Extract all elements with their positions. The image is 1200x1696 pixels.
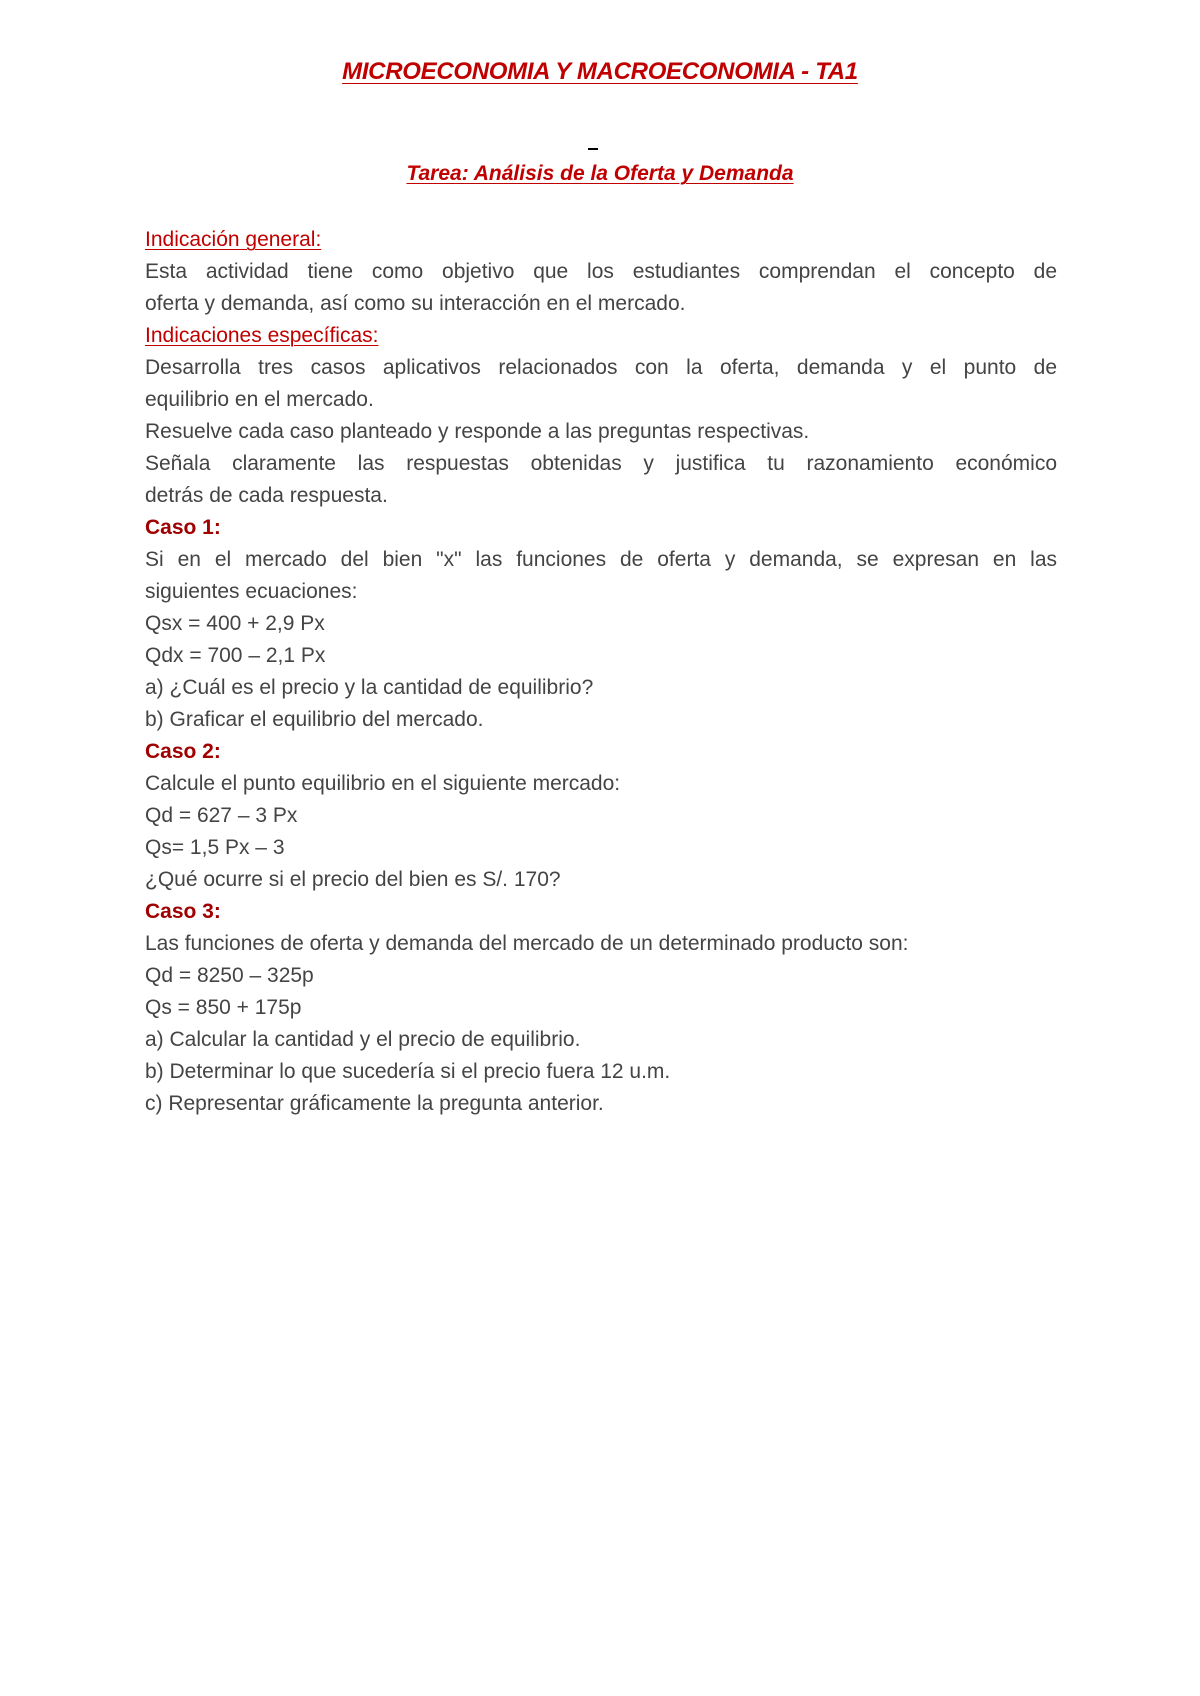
paragraph-line: siguientes ecuaciones: <box>145 580 358 603</box>
paragraph-line: detrás de cada respuesta. <box>145 484 388 507</box>
equation-line: Qd = 627 – 3 Px <box>145 804 298 827</box>
indicaciones-especificas-heading: Indicaciones específicas: <box>145 324 379 347</box>
equation-line: Qs = 850 + 175p <box>145 996 302 1019</box>
question-line: b) Graficar el equilibrio del mercado. <box>145 708 484 731</box>
equation-line: Qsx = 400 + 2,9 Px <box>145 612 325 635</box>
caso-3-heading: Caso 3: <box>145 900 221 923</box>
question-line: b) Determinar lo que sucedería si el precio fuera 12 u.m. <box>145 1060 671 1083</box>
caso-2-heading: Caso 2: <box>145 740 221 763</box>
paragraph-line: Señala claramente las respuestas obtenidas y justifica tu razonamiento económico <box>145 452 1057 475</box>
paragraph-line: oferta y demanda, así como su interacción en el mercado. <box>145 292 686 315</box>
paragraph-line: Resuelve cada caso planteado y responde a las preguntas respectivas. <box>145 420 810 443</box>
paragraph-line: Desarrolla tres casos aplicativos relacionados con la oferta, demanda y el punto de <box>145 356 1057 379</box>
indicacion-general-heading: Indicación general: <box>145 228 322 251</box>
equation-line: Qdx = 700 – 2,1 Px <box>145 644 326 667</box>
question-line: a) Calcular la cantidad y el precio de equilibrio. <box>145 1028 581 1051</box>
paragraph-line: equilibrio en el mercado. <box>145 388 374 411</box>
document-body <box>145 224 1057 1120</box>
question-line: a) ¿Cuál es el precio y la cantidad de equilibrio? <box>145 676 594 699</box>
paragraph-line: Las funciones de oferta y demanda del mercado de un determinado producto son: <box>145 932 909 955</box>
document-subtitle: Tarea: Análisis de la Oferta y Demanda <box>406 162 794 185</box>
paragraph-line: Si en el mercado del bien "x" las funciones de oferta y demanda, se expresan en las <box>145 548 1057 571</box>
equation-line: Qd = 8250 – 325p <box>145 964 314 987</box>
question-line: ¿Qué ocurre si el precio del bien es S/. 170? <box>145 868 561 891</box>
question-line: c) Representar gráficamente la pregunta anterior. <box>145 1092 604 1115</box>
decorative-dash <box>588 148 598 150</box>
equation-line: Qs= 1,5 Px – 3 <box>145 836 285 859</box>
document-title: MICROECONOMIA Y MACROECONOMIA - TA1 <box>342 58 858 85</box>
caso-1-heading: Caso 1: <box>145 516 221 539</box>
paragraph-line: Esta actividad tiene como objetivo que los estudiantes comprendan el concepto de <box>145 260 1057 283</box>
paragraph-line: Calcule el punto equilibrio en el siguiente mercado: <box>145 772 621 795</box>
